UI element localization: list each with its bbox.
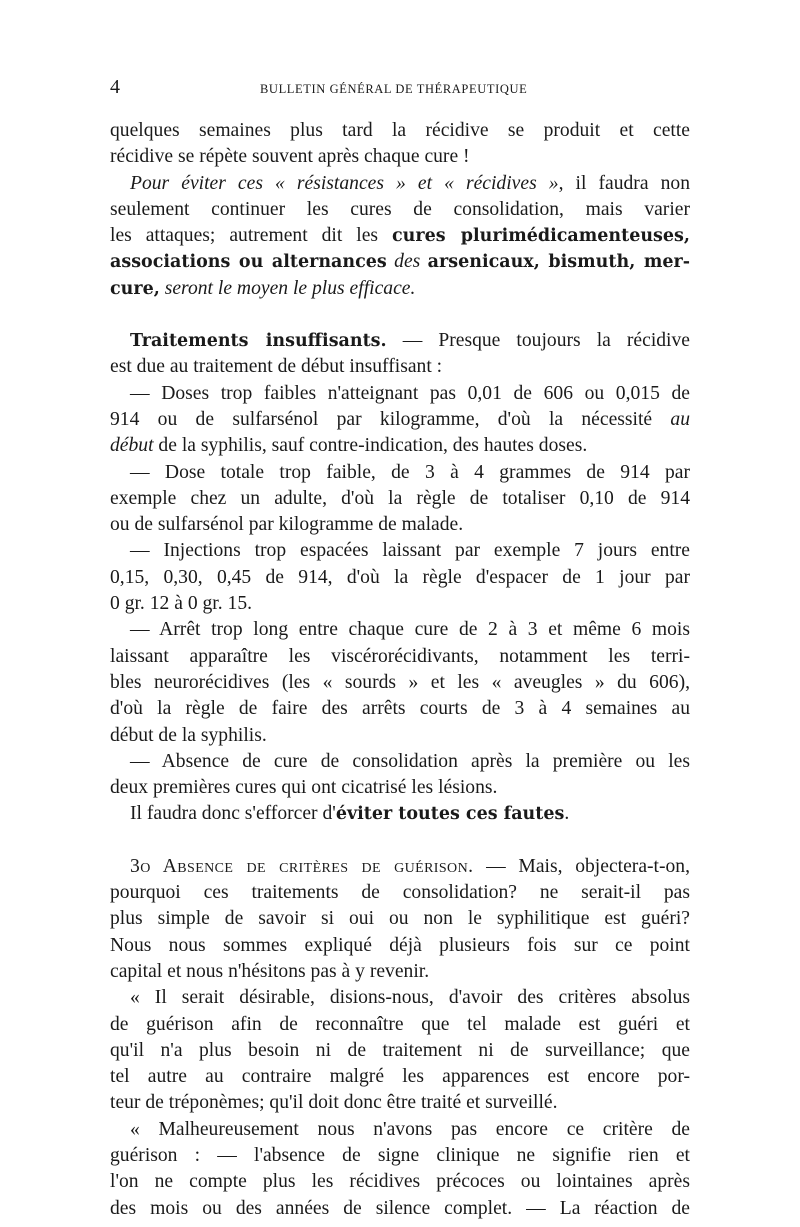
list-item-line bbox=[110, 433, 690, 459]
paragraph-line: est due au traitement de début insuffisant : bbox=[110, 356, 443, 378]
quote-line: des mois ou des années de silence complet. — La réaction de bbox=[110, 1197, 690, 1219]
italic-phrase: Pour éviter ces « résistances » et « récidives » bbox=[130, 172, 559, 194]
paragraph-line: seulement continuer les cures de consolidation, mais varier bbox=[110, 198, 690, 220]
paragraph-line bbox=[110, 854, 690, 880]
paragraph-line: plus simple de savoir si oui ou non le syphilitique est guéri? bbox=[110, 908, 690, 930]
quote-line: tel autre au contraire malgré les apparences est encore por- bbox=[110, 1066, 690, 1088]
list-item-line: bles neurorécidives (les « sourds » et les « aveugles » du 606), bbox=[110, 671, 690, 693]
conclusion-line bbox=[110, 801, 690, 827]
page-number: 4 bbox=[110, 76, 120, 98]
text-run: — Mais, objectera-t-on, bbox=[473, 855, 690, 877]
bold-phrase: cure, bbox=[110, 278, 160, 299]
text-run: — Presque toujours la récidive bbox=[386, 330, 690, 352]
journal-title: BULLETIN GÉNÉRAL DE THÉRAPEUTIQUE bbox=[260, 82, 528, 96]
text-run: Il faudra donc s'efforcer d' bbox=[130, 803, 336, 825]
list-item-line: d'où la règle de faire des arrêts courts de 3 à 4 semaines au bbox=[110, 698, 690, 720]
text-run: , il faudra non bbox=[558, 172, 690, 194]
bold-phrase: arsenicaux, bismuth, mer- bbox=[427, 252, 691, 273]
list-item-line: laissant apparaître les viscérorécidivants, notamment les terri- bbox=[110, 645, 690, 667]
list-item-line bbox=[110, 407, 690, 433]
quote-line: guérison : — l'absence de signe clinique ne signifie rien et bbox=[110, 1144, 690, 1166]
book-page bbox=[110, 76, 690, 1222]
text-run: 914 ou de sulfarsénol par kilogramme, d'où la nécessité bbox=[110, 408, 671, 430]
paragraph-line: quelques semaines plus tard la récidive se produit et cette bbox=[110, 120, 690, 141]
paragraph-line: récidive se répète souvent après chaque cure ! bbox=[110, 146, 470, 168]
paragraph-line: pourquoi ces traitements de consolidation? ne serait-il pas bbox=[110, 882, 690, 904]
running-header bbox=[110, 76, 690, 102]
section-gap bbox=[110, 828, 690, 854]
list-item-line: 0,15, 0,30, 0,45 de 914, d'où la règle d'espacer de 1 jour par bbox=[110, 566, 690, 588]
list-item-line: début de la syphilis. bbox=[110, 724, 267, 746]
paragraph-line bbox=[110, 328, 690, 354]
bold-phrase: associations ou alternances bbox=[110, 252, 387, 273]
quote-line: teur de tréponèmes; qu'il doit donc être traité et surveillé. bbox=[110, 1092, 558, 1114]
quote-line: « Il serait désirable, disions-nous, d'avoir des critères absolus bbox=[130, 987, 690, 1009]
quote-line: « Malheureusement nous n'avons pas encore ce critère de bbox=[130, 1118, 690, 1140]
paragraph-line bbox=[110, 249, 690, 275]
section-gap bbox=[110, 302, 690, 328]
section-title: 3o Absence de critères de guérison. bbox=[130, 855, 474, 877]
list-item-line: — Injections trop espacées laissant par exemple 7 jours entre bbox=[130, 540, 690, 562]
list-item-line: ou de sulfarsénol par kilogramme de malade. bbox=[110, 514, 464, 536]
list-item-line: — Arrêt trop long entre chaque cure de 2 à 3 et même 6 mois bbox=[130, 619, 690, 641]
italic-phrase: au bbox=[670, 408, 690, 430]
quote-line: de guérison afin de reconnaître que tel malade est guéri et bbox=[110, 1013, 690, 1035]
list-item-line: exemple chez un adulte, d'où la règle de totaliser 0,10 de 914 bbox=[110, 487, 690, 509]
quote-line: l'on ne compte plus les récidives précoces ou lointaines après bbox=[110, 1171, 690, 1193]
list-item-line: 0 gr. 12 à 0 gr. 15. bbox=[110, 593, 253, 615]
paragraph-line bbox=[110, 223, 690, 249]
list-item-line: — Dose totale trop faible, de 3 à 4 grammes de 914 par bbox=[130, 461, 690, 483]
text-run: les attaques; autrement dit les bbox=[110, 225, 392, 247]
text-run: . bbox=[564, 803, 570, 825]
list-item-line: — Doses trop faibles n'atteignant pas 0,01 de 606 ou 0,015 de bbox=[130, 382, 690, 404]
paragraph-line bbox=[110, 171, 690, 197]
list-item-line: deux premières cures qui ont cicatrisé les lésions. bbox=[110, 777, 498, 799]
italic-phrase: début bbox=[110, 435, 154, 457]
italic-phrase: des bbox=[386, 251, 428, 273]
paragraph-line bbox=[110, 276, 690, 302]
text-run: de la syphilis, sauf contre-indication, des hautes doses. bbox=[153, 435, 588, 457]
list-item-line: — Absence de cure de consolidation après la première ou les bbox=[130, 750, 690, 772]
body-text bbox=[110, 118, 690, 1222]
paragraph-line: Nous nous sommes expliqué déjà plusieurs fois sur ce point bbox=[110, 934, 690, 956]
bold-phrase: cures plurimédicamenteuses, bbox=[392, 226, 690, 247]
quote-line: qu'il n'a plus besoin ni de traitement ni de surveillance; que bbox=[110, 1039, 690, 1061]
bold-phrase: éviter toutes ces fautes bbox=[335, 804, 565, 825]
italic-phrase: seront le moyen le plus efficace. bbox=[159, 277, 416, 299]
paragraph-line: capital et nous n'hésitons pas à y revenir. bbox=[110, 960, 430, 982]
section-title: Traitements insuffisants. bbox=[130, 331, 387, 352]
